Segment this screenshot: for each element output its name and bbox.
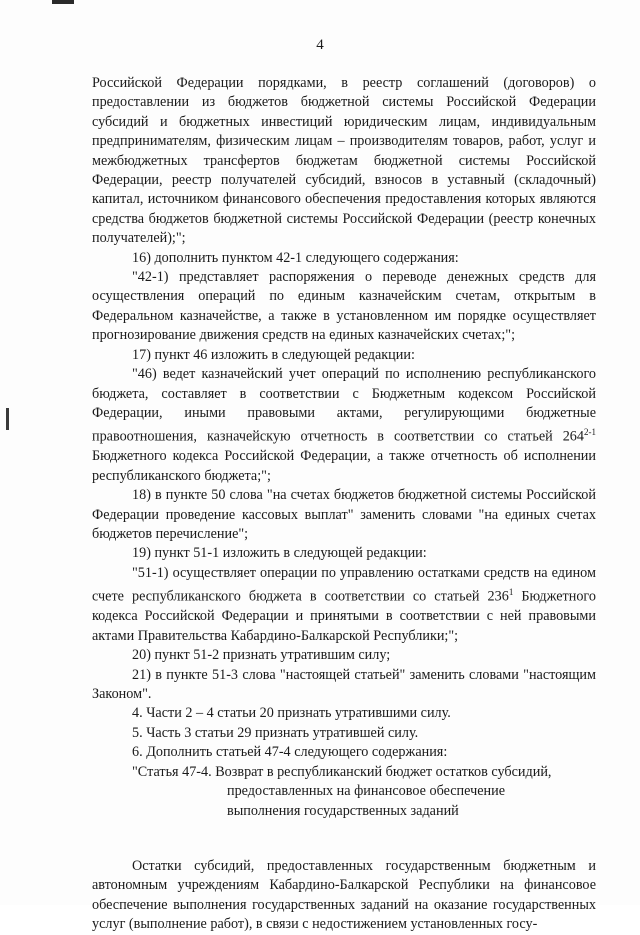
paragraph: 4. Части 2 – 4 статьи 20 признать утратившими силу. (132, 705, 451, 722)
paragraph: 5. Часть 3 статьи 29 признать утратившей силу. (132, 724, 419, 741)
article-title (92, 763, 596, 821)
paragraph (92, 564, 596, 646)
paragraph: 17) пункт 46 изложить в следующей редакции: (132, 346, 415, 363)
superscript: 1 (508, 587, 514, 598)
article-title-line: предоставленных на финансовое обеспечение (227, 783, 506, 800)
scan-artifact (6, 408, 9, 430)
paragraph (92, 365, 596, 486)
paragraph-text: Бюджетного кодекса Российской Федерации, а также отчетность об исполнении республиканского бюджета;"; (92, 448, 596, 484)
paragraph: "42-1) представляет распоряжения о переводе денежных средств для осуществления операций по единым казначейским счетам, открытым в Федеральном казначействе, а также в установленном им порядке осуществляет прогнозирование движения средств на единых казначейских счетах;"; (92, 269, 596, 344)
paragraph: 6. Дополнить статьей 47-4 следующего содержания: (132, 744, 448, 761)
paragraph: Российской Федерации порядками, в реестр соглашений (договоров) о предоставлении из бюджетов бюджетной системы Российской Федерации субсидий и бюджетных инвестиций юридическим лицам, индивидуальным предпринимателям, физическим лицам – производителям товаров, работ, услуг и межбюджетных трансфертов бюджетам бюджетной системы Российской Федерации, реестр получателей субсидий, взносов в уставный (складочный) капитал, источником финансового обеспечения предоставления которых являются средства бюджетов бюджетной системы Российской Федерации (реестр конечных получателей);"; (92, 75, 596, 247)
paragraph-text: Бюджетного кодекса Российской Федерации и принятыми в соответствии с ней правовыми актами Правительства Кабардино-Балкарской Республики;"; (92, 589, 596, 644)
paragraph: 19) пункт 51-1 изложить в следующей редакции: (132, 545, 427, 562)
paragraph: 20) пункт 51-2 признать утратившим силу; (132, 647, 391, 664)
article-title-line: "Статья 47-4. Возврат в республиканский бюджет остатков субсидий, (132, 763, 552, 780)
paragraph: 21) в пункте 51-3 слова "настоящей статьей" заменить словами "настоящим Законом". (92, 666, 596, 703)
superscript: 2-1 (584, 427, 596, 438)
article-title-line: выполнения государственных заданий (227, 802, 459, 819)
page-number: 4 (316, 37, 324, 53)
paragraph: 18) в пункте 50 слова "на счетах бюджетов бюджетной системы Российской Федерации проведение кассовых выплат" заменить словами "на единых счетах бюджетов перечисление"; (92, 487, 596, 543)
scan-artifact (52, 0, 74, 4)
paragraph-text: "46) ведет казначейский учет операций по исполнению республиканского бюджета, составляет в соответствии с Бюджетным кодексом Российской Федерации, иными правовыми актами, регулирующими бюджетные правоотношения, казначейскую отчетность в соответствии со статьей 264 (92, 366, 596, 446)
paragraph: Остатки субсидий, предоставленных государственным бюджетным и автономным учреждениям Кабардино-Балкарской Республики на финансовое обеспечение выполнения государственных заданий на оказание государственных услуг (выполнение работ), в связи с недостижением установленных госу- (92, 857, 596, 933)
paragraph: 16) дополнить пунктом 42-1 следующего содержания: (132, 249, 459, 266)
paragraph-text: "51-1) осуществляет операции по управлению остатками средств на едином счете республиканского бюджета в соответствии со статьей 236 (92, 564, 596, 606)
document-body (92, 74, 596, 935)
